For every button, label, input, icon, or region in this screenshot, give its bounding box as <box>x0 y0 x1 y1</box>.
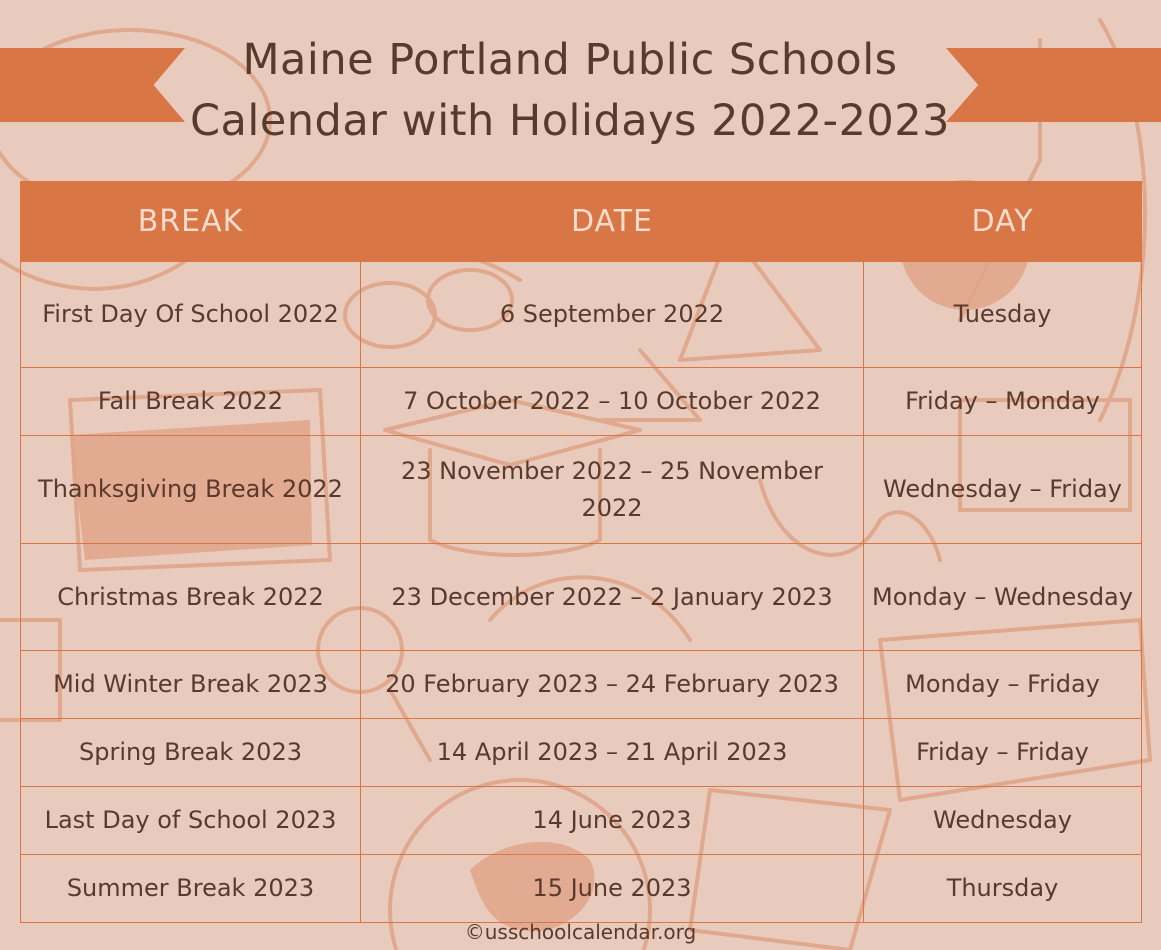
day-cell: Monday – Wednesday <box>864 544 1142 651</box>
table-row <box>21 855 1142 923</box>
day-cell: Wednesday <box>864 787 1142 855</box>
date-cell: 23 December 2022 – 2 January 2023 <box>361 544 864 651</box>
day-cell: Tuesday <box>864 262 1142 368</box>
table-row <box>21 262 1142 368</box>
break-cell: Spring Break 2023 <box>21 719 361 787</box>
date-cell: 15 June 2023 <box>361 855 864 923</box>
date-cell: 14 April 2023 – 21 April 2023 <box>361 719 864 787</box>
break-cell: Thanksgiving Break 2022 <box>21 436 361 544</box>
day-cell: Friday – Monday <box>864 368 1142 436</box>
day-cell: Wednesday – Friday <box>864 436 1142 544</box>
title-line-1: Maine Portland Public Schools <box>242 35 898 85</box>
header-date: DATE <box>361 182 864 262</box>
table-row <box>21 651 1142 719</box>
date-cell: 23 November 2022 – 25 November 2022 <box>361 436 864 544</box>
break-cell: Fall Break 2022 <box>21 368 361 436</box>
table-header-row <box>21 182 1142 262</box>
table-row <box>21 436 1142 544</box>
break-cell: Christmas Break 2022 <box>21 544 361 651</box>
page-title <box>180 30 960 152</box>
table-row <box>21 544 1142 651</box>
date-cell: 14 June 2023 <box>361 787 864 855</box>
table-row <box>21 719 1142 787</box>
break-cell: Mid Winter Break 2023 <box>21 651 361 719</box>
break-cell: Summer Break 2023 <box>21 855 361 923</box>
table-row <box>21 368 1142 436</box>
header-break: BREAK <box>21 182 361 262</box>
break-cell: Last Day of School 2023 <box>21 787 361 855</box>
table-row <box>21 787 1142 855</box>
day-cell: Monday – Friday <box>864 651 1142 719</box>
header-day: DAY <box>864 182 1142 262</box>
day-cell: Friday – Friday <box>864 719 1142 787</box>
date-cell: 6 September 2022 <box>361 262 864 368</box>
date-cell: 7 October 2022 – 10 October 2022 <box>361 368 864 436</box>
title-line-2: Calendar with Holidays 2022-2023 <box>190 96 950 146</box>
break-cell: First Day Of School 2022 <box>21 262 361 368</box>
day-cell: Thursday <box>864 855 1142 923</box>
date-cell: 20 February 2023 – 24 February 2023 <box>361 651 864 719</box>
right-ribbon-decoration <box>946 48 1161 122</box>
holiday-calendar-table <box>20 181 1142 923</box>
copyright-footer: ©usschoolcalendar.org <box>464 920 697 944</box>
